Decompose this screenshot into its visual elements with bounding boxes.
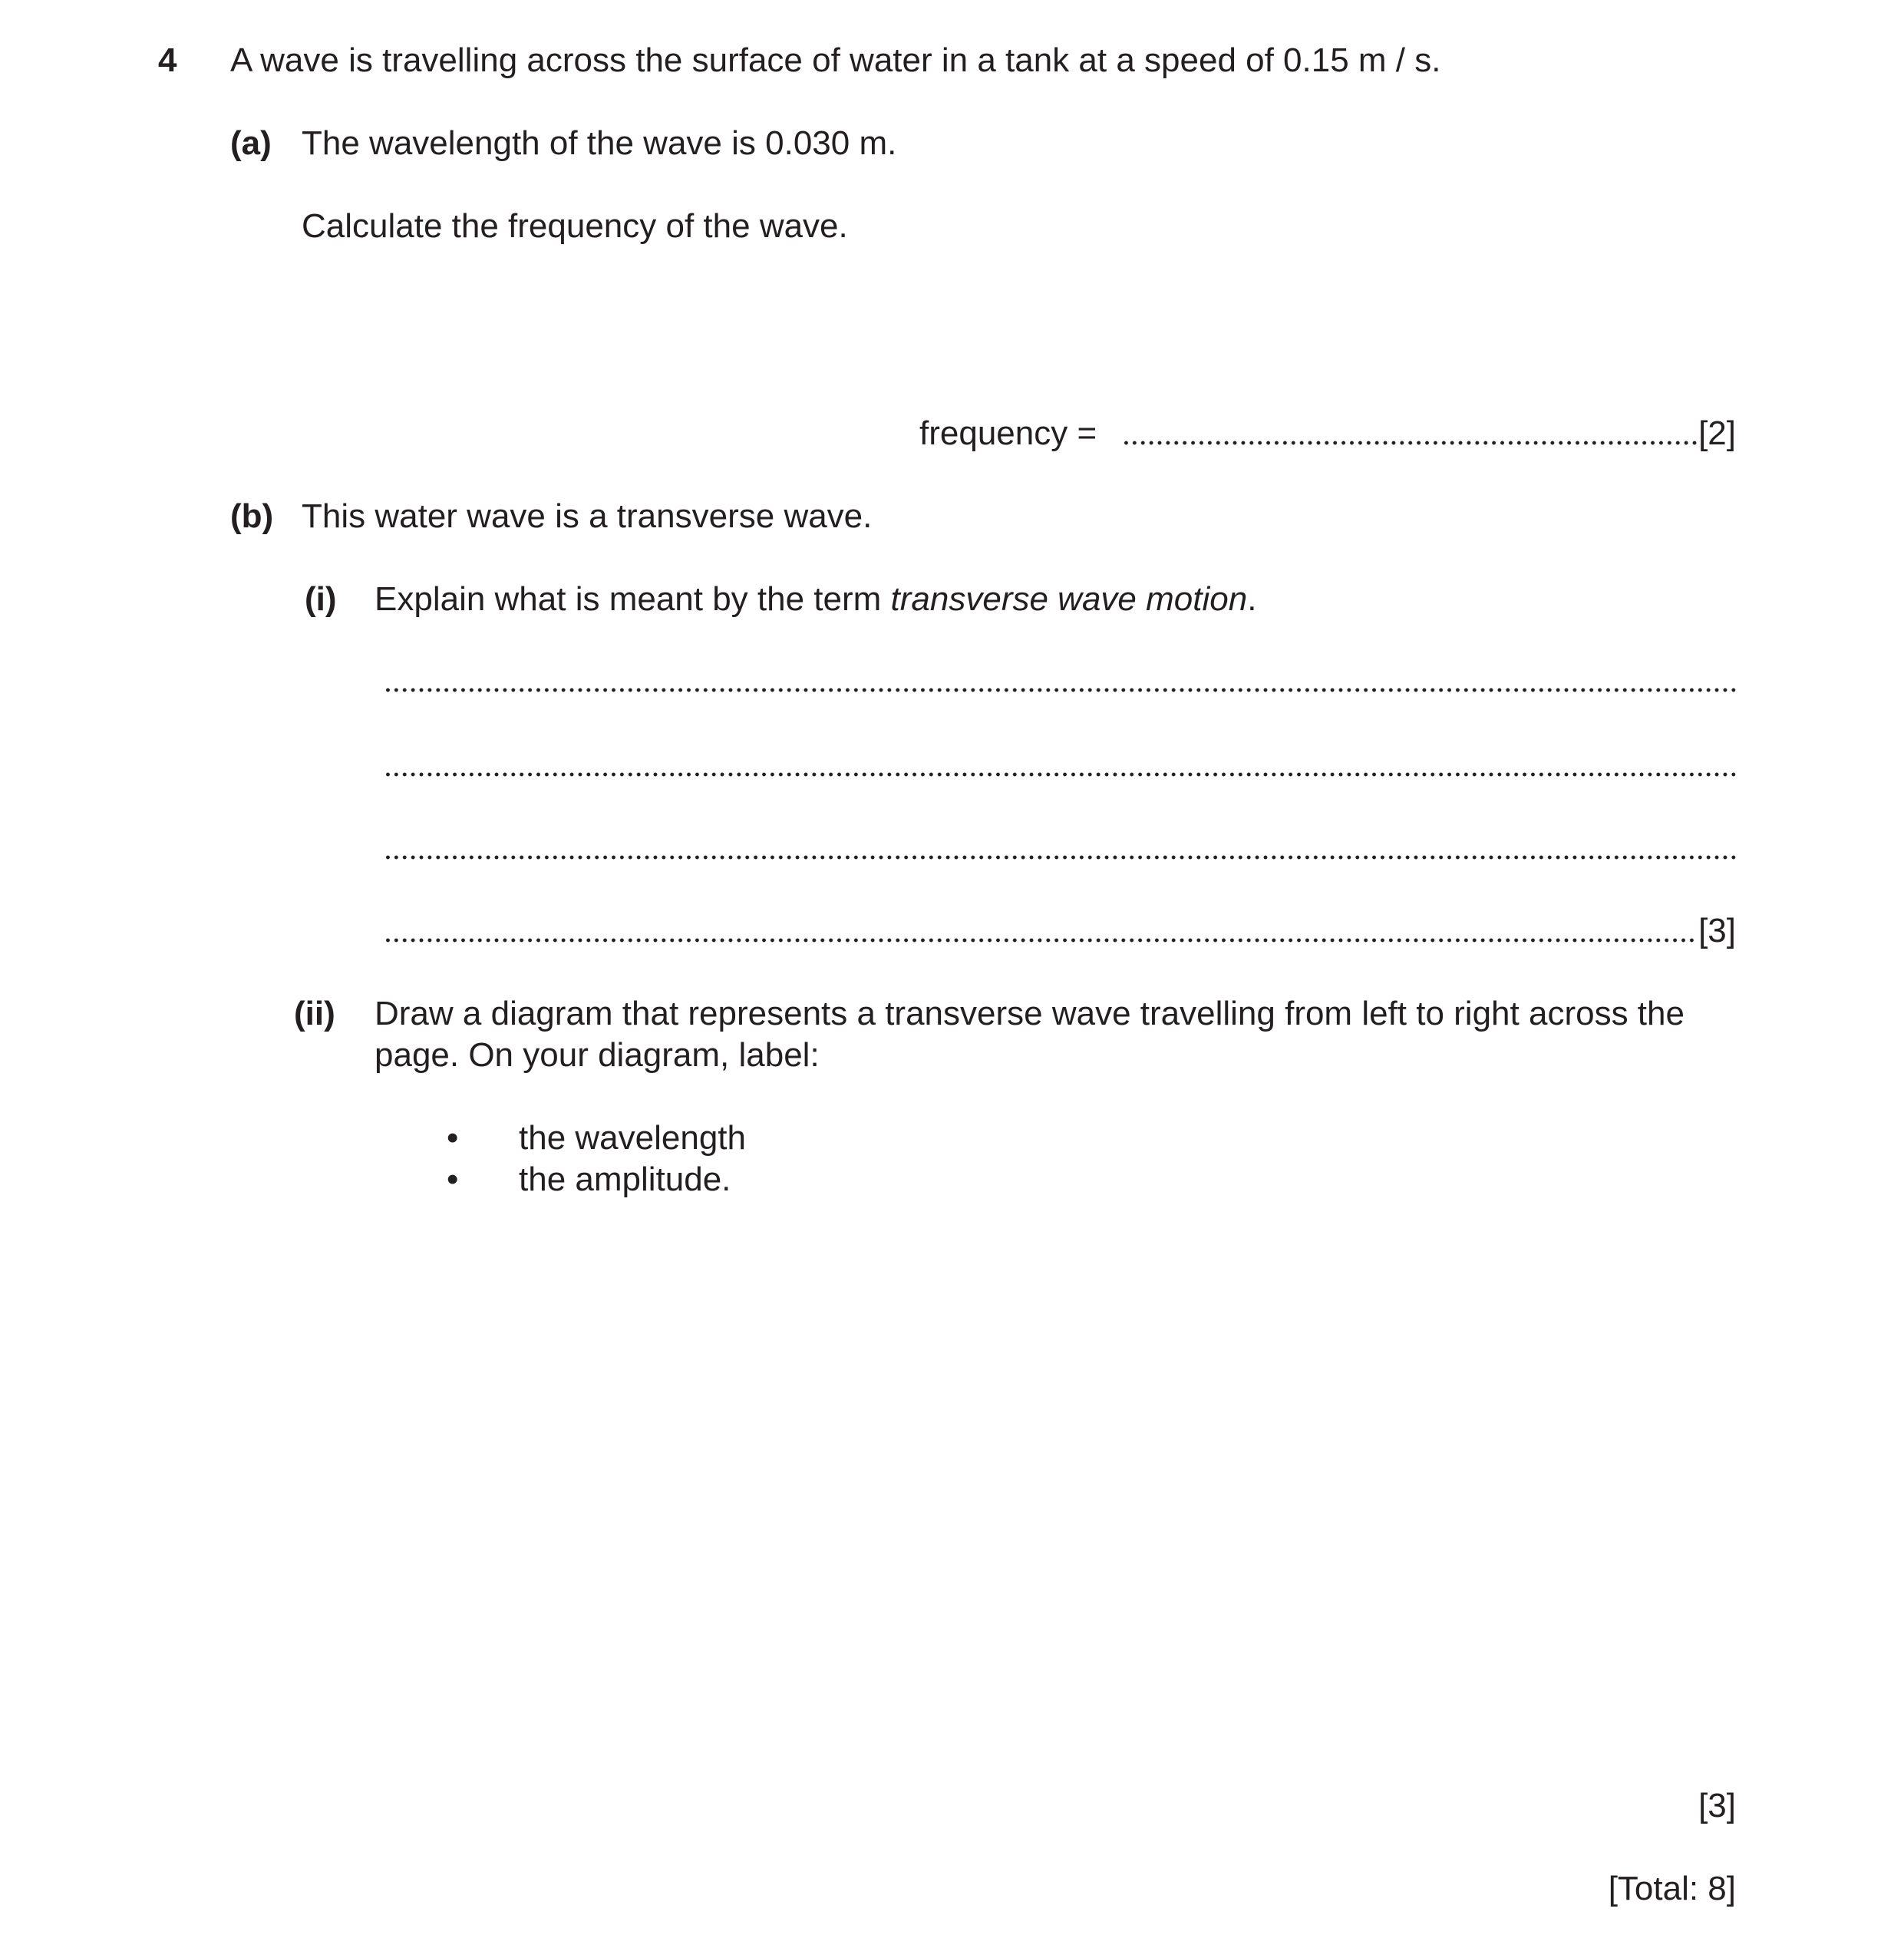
- bullet-wavelength: the wavelength: [519, 1119, 746, 1157]
- frequency-answer-line[interactable]: [1122, 439, 1698, 447]
- sub-i-label: (i): [305, 580, 337, 618]
- bullet-amplitude: the amplitude.: [519, 1161, 731, 1198]
- sub-ii-label: (ii): [294, 995, 335, 1032]
- diagram-drawing-area[interactable]: [375, 1228, 1736, 1765]
- sub-i-text-after: .: [1247, 580, 1257, 618]
- question-number: 4: [158, 41, 177, 79]
- part-a-instruction: Calculate the frequency of the wave.: [302, 207, 848, 245]
- question-stem: A wave is travelling across the surface of water in a tank at a speed of 0.15 m / s.: [230, 41, 1441, 79]
- sub-ii-line-2: page. On your diagram, label:: [375, 1036, 820, 1074]
- answer-line-3[interactable]: [384, 854, 1736, 861]
- total-marks: [Total: 8]: [1608, 1870, 1736, 1907]
- sub-i-term: transverse wave motion: [890, 580, 1248, 618]
- part-b-label: (b): [230, 497, 274, 535]
- sub-ii-marks: [3]: [1698, 1787, 1736, 1824]
- answer-line-2[interactable]: [384, 771, 1736, 778]
- part-a-marks: [2]: [1698, 414, 1736, 452]
- sub-i-marks: [3]: [1698, 912, 1736, 949]
- part-b-stem: This water wave is a transverse wave.: [302, 497, 873, 535]
- sub-ii-line-1: Draw a diagram that represents a transverse wave travelling from left to right across the: [375, 995, 1685, 1032]
- frequency-answer-label: frequency =: [919, 414, 1097, 452]
- bullet-symbol: •: [447, 1119, 459, 1157]
- answer-line-1[interactable]: [384, 686, 1736, 694]
- bullet-symbol: •: [447, 1161, 459, 1198]
- sub-i-text-before: Explain what is meant by the term: [375, 580, 891, 618]
- part-a-label: (a): [230, 124, 272, 162]
- sub-i-question: [375, 579, 1256, 620]
- part-a-given: The wavelength of the wave is 0.030 m.: [302, 124, 897, 162]
- answer-line-4[interactable]: [384, 936, 1698, 944]
